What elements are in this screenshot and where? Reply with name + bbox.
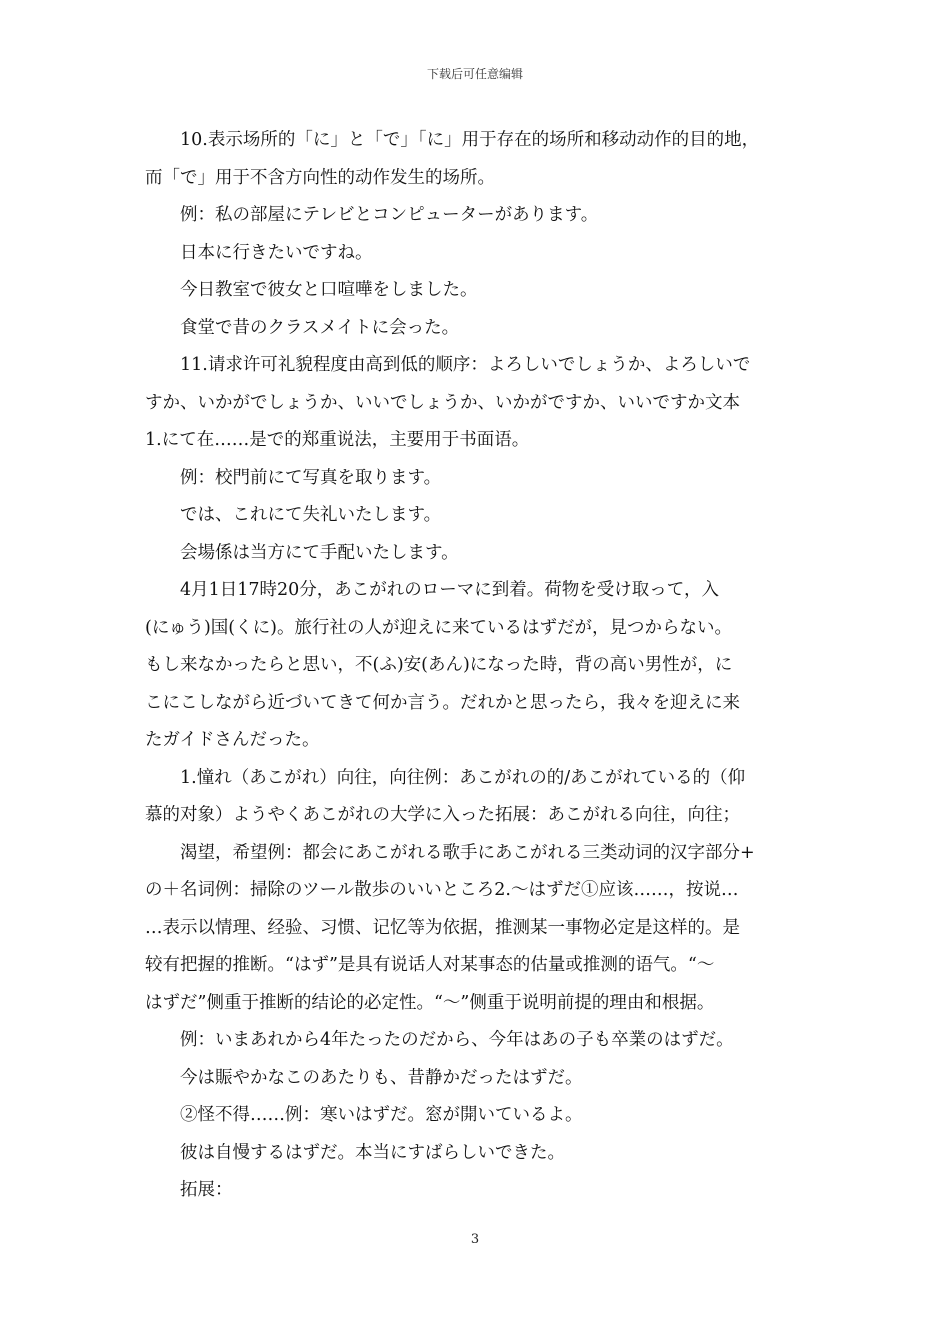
paragraph-line: 1.にて在……是で的郑重说法，主要用于书面语。 <box>145 430 530 450</box>
paragraph-line: 今は賑やかなこのあたりも、昔静かだったはずだ。 <box>180 1067 583 1088</box>
paragraph-line: たガイドさんだった。 <box>145 730 320 750</box>
document-body <box>145 122 810 1210</box>
paragraph-line: ②怪不得……例：寒いはずだ。窓が開いているよ。 <box>180 1105 583 1125</box>
paragraph-line: 例：校門前にて写真を取ります。 <box>180 467 442 488</box>
paragraph-line: 食堂で昔のクラスメイトに会った。 <box>180 317 460 338</box>
paragraph-line: 渴望，希望例：都会にあこがれる歌手にあこがれる三类动词的汉字部分+ <box>180 842 755 863</box>
paragraph-line: 慕的对象）ようやくあこがれの大学に入った拓展：あこがれる向往，向往； <box>145 805 740 825</box>
paragraph-line: はずだ”侧重于推断的结论的必定性。“～”侧重于说明前提的理由和根据。 <box>145 992 715 1013</box>
paragraph-line: 而「で」用于不含方向性的动作发生的场所。 <box>145 167 495 188</box>
paragraph-line: 例：私の部屋にテレビとコンピューターがあります。 <box>180 205 599 225</box>
paragraph-line: 例：いまあれから4年たったのだから、今年はあの子も卒業のはずだ。 <box>180 1030 734 1050</box>
paragraph-line: (にゅう)国(くに)。旅行社の人が迎えに来ているはずだが，見つからない。 <box>145 617 732 638</box>
paragraph-line: …表示以情理、经验、习惯、记忆等为依据，推测某一事物必定是这样的。是 <box>145 917 740 938</box>
paragraph-line: 4月1日17時20分，あこがれのローマに到着。荷物を受け取って，入 <box>180 580 719 600</box>
paragraph-line: 1.憧れ（あこがれ）向往，向往例：あこがれの的/あこがれている的（仰 <box>180 767 746 788</box>
paragraph-line: 彼は自慢するはずだ。本当にすばらしいできた。 <box>180 1142 565 1163</box>
paragraph-line: 较有把握的推断。“はず”是具有说话人对某事态的估量或推测的语气。“～ <box>145 955 715 975</box>
paragraph-line: 日本に行きたいですね。 <box>180 242 373 263</box>
paragraph-line: 会場係は当方にて手配いたします。 <box>180 542 459 563</box>
page-number: 3 <box>470 1232 480 1247</box>
paragraph-line: すか、いかがでしょうか、いいでしょうか、いかがですか、いいですか文本 <box>145 392 740 413</box>
paragraph-line: もし来なかったらと思い，不(ふ)安(あん)になった時，背の高い男性が，に <box>145 655 733 675</box>
paragraph-line: こにこしながら近づいてきて何か言う。だれかと思ったら，我々を迎えに来 <box>145 692 740 713</box>
paragraph-line: 11.请求许可礼貌程度由高到低的顺序：よろしいでしょうか、よろしいで <box>180 355 751 375</box>
paragraph-line: 今日教室で彼女と口喧嘩をしました。 <box>180 280 478 300</box>
paragraph-line: では、これにて失礼いたします。 <box>180 505 442 525</box>
page-header: 下载后可任意编辑 <box>426 67 523 81</box>
paragraph-line: の＋名词例：掃除のツール散歩のいいところ2.～はずだ①应该……，按说… <box>145 880 739 900</box>
paragraph-line: 拓展： <box>180 1180 233 1200</box>
paragraph-line: 10.表示场所的「に」と「で」「に」用于存在的场所和移动动作的目的地， <box>180 130 760 150</box>
